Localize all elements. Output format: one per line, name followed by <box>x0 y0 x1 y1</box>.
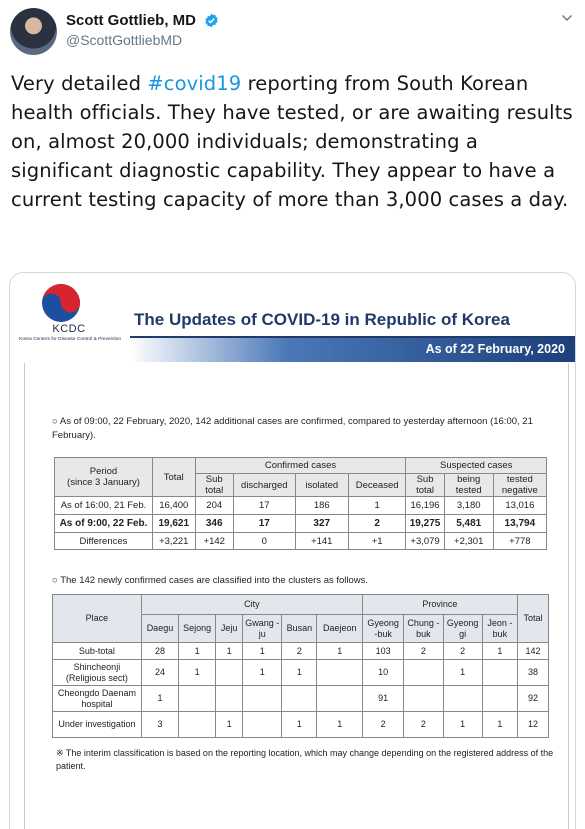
author-handle[interactable]: @ScottGottliebMD <box>66 32 183 48</box>
note-additional-cases: ○ As of 09:00, 22 February, 2020, 142 additional cases are confirmed, compared to yesterday afternoon (16:00, 21 February). <box>52 416 533 441</box>
table-cell: 1 <box>443 660 482 686</box>
table-cell: 19,275 <box>406 515 444 533</box>
column-header: Sejong <box>179 615 216 643</box>
table-cell: 3 <box>141 712 178 738</box>
table-cell: 16,196 <box>406 497 444 515</box>
table-cell: +142 <box>195 533 233 550</box>
column-header: isolated <box>295 474 348 497</box>
column-header: City <box>141 595 362 615</box>
table-cell: 17 <box>233 515 295 533</box>
table-cell: 1 <box>348 497 406 515</box>
table-cell: +3,221 <box>152 533 195 550</box>
table-cell: 1 <box>243 660 282 686</box>
row-label: Cheongdo Daenam hospital <box>53 686 142 712</box>
table-cell <box>243 712 282 738</box>
column-header: Jeon -buk <box>482 615 517 643</box>
table-cell: 1 <box>282 660 317 686</box>
column-header: Sub total <box>406 474 444 497</box>
tweet-text-post: reporting from South Korean health officials. They have tested, or are awaiting results on, almost 20,000 individuals; demonstrating a significant diagnostic capability. They appear to have a current testing capacity of more than 3,000 cases a day. <box>11 72 573 211</box>
column-header: Place <box>53 595 142 643</box>
table-row <box>55 497 547 515</box>
table-cell: 3,180 <box>444 497 493 515</box>
hashtag-link[interactable]: #covid19 <box>147 72 242 95</box>
table-cell: +1 <box>348 533 406 550</box>
report-date: As of 22 February, 2020 <box>425 342 565 356</box>
divider <box>24 363 25 829</box>
table-cell <box>216 686 243 712</box>
table-cell <box>179 686 216 712</box>
author-name[interactable]: Scott Gottlieb, MD <box>66 12 196 29</box>
table-cell <box>404 686 443 712</box>
table-cell: 28 <box>141 643 178 660</box>
org-full-name: Korea Centers for Disease Control & Prevention <box>18 337 122 342</box>
column-header: Confirmed cases <box>195 458 406 474</box>
footnote: ※ The interim classification is based on the reporting location, which may change depending on the registered address of the patient. <box>56 748 554 771</box>
table-cell: 2 <box>404 712 443 738</box>
table-cell: 1 <box>179 660 216 686</box>
table-cell: 103 <box>362 643 403 660</box>
table-cell: 0 <box>233 533 295 550</box>
table-row <box>53 712 549 738</box>
table-cell: 2 <box>443 643 482 660</box>
table-cell <box>282 686 317 712</box>
column-header: tested negative <box>493 474 546 497</box>
column-header: Daegu <box>141 615 178 643</box>
table-row <box>55 533 547 550</box>
table-cell: 1 <box>317 643 362 660</box>
table-cell: 1 <box>482 712 517 738</box>
column-header: Gwang -ju <box>243 615 282 643</box>
row-label: Sub-total <box>53 643 142 660</box>
table-cell <box>179 712 216 738</box>
column-header: Total <box>517 595 548 643</box>
table-cell: +3,079 <box>406 533 444 550</box>
table-cell: 5,481 <box>444 515 493 533</box>
table-cell: 19,621 <box>152 515 195 533</box>
note-clusters: ○ The 142 newly confirmed cases are classified into the clusters as follows. <box>52 575 369 586</box>
table-cell: 346 <box>195 515 233 533</box>
table-cell: 2 <box>404 643 443 660</box>
table-cell: +2,301 <box>444 533 493 550</box>
column-header: Chung -buk <box>404 615 443 643</box>
table-cell <box>404 660 443 686</box>
table-cell: 204 <box>195 497 233 515</box>
table-cell: 13,794 <box>493 515 546 533</box>
table-cell <box>443 686 482 712</box>
table-cell <box>317 686 362 712</box>
tweet-image[interactable] <box>9 272 576 829</box>
column-header: Daejeon <box>317 615 362 643</box>
column-header: Gyeong -buk <box>362 615 403 643</box>
table-cell: 10 <box>362 660 403 686</box>
table-cell: 16,400 <box>152 497 195 515</box>
table-cell: 327 <box>295 515 348 533</box>
table-cell: 92 <box>517 686 548 712</box>
report-title: The Updates of COVID-19 in Republic of Korea <box>134 310 510 329</box>
table-cell: 1 <box>443 712 482 738</box>
table-cell: 1 <box>482 643 517 660</box>
table-cell: 24 <box>141 660 178 686</box>
row-label: Differences <box>55 533 153 550</box>
table-cell: 1 <box>317 712 362 738</box>
table-cell: 186 <box>295 497 348 515</box>
column-header: Gyeong gi <box>443 615 482 643</box>
table-cell: 2 <box>282 643 317 660</box>
table-cell: 2 <box>362 712 403 738</box>
table-cell <box>317 660 362 686</box>
tweet-text-pre: Very detailed <box>11 72 148 95</box>
table-cell: 12 <box>517 712 548 738</box>
table-cell: 1 <box>243 643 282 660</box>
table-cell: 38 <box>517 660 548 686</box>
column-header: Deceased <box>348 474 406 497</box>
table-cell: 2 <box>348 515 406 533</box>
row-label: As of 16:00, 21 Feb. <box>55 497 153 515</box>
chevron-down-icon[interactable] <box>561 12 573 24</box>
column-header: Province <box>362 595 517 615</box>
table-cell: 1 <box>216 712 243 738</box>
table-cell: 91 <box>362 686 403 712</box>
table-row <box>53 660 549 686</box>
table-cell: 1 <box>216 643 243 660</box>
divider <box>568 363 569 829</box>
table-cell <box>482 686 517 712</box>
table-cell <box>243 686 282 712</box>
table-cell: 142 <box>517 643 548 660</box>
tweet-header <box>8 6 577 56</box>
cases-summary-table <box>54 457 547 550</box>
table-cell: +141 <box>295 533 348 550</box>
table-cell: 13,016 <box>493 497 546 515</box>
row-label: Under investigation <box>53 712 142 738</box>
table-row <box>53 643 549 660</box>
clusters-table <box>52 594 549 738</box>
column-header: Period (since 3 January) <box>55 458 153 497</box>
table-cell: 17 <box>233 497 295 515</box>
table-cell <box>216 660 243 686</box>
tweet-text <box>11 69 573 214</box>
avatar[interactable] <box>10 8 57 55</box>
table-row <box>55 515 547 533</box>
row-label: Shincheonji (Religious sect) <box>53 660 142 686</box>
table-cell: 1 <box>282 712 317 738</box>
table-row <box>53 686 549 712</box>
column-header: being tested <box>444 474 493 497</box>
table-cell: +778 <box>493 533 546 550</box>
row-label: As of 9:00, 22 Feb. <box>55 515 153 533</box>
column-header: Sub total <box>195 474 233 497</box>
verified-badge-icon <box>204 13 219 28</box>
column-header: discharged <box>233 474 295 497</box>
column-header: Jeju <box>216 615 243 643</box>
kcdc-logo-icon <box>38 281 84 325</box>
org-short-name: KCDC <box>52 323 86 335</box>
column-header: Suspected cases <box>406 458 547 474</box>
table-cell: 1 <box>141 686 178 712</box>
column-header: Busan <box>282 615 317 643</box>
column-header: Total <box>152 458 195 497</box>
table-cell: 1 <box>179 643 216 660</box>
table-cell <box>482 660 517 686</box>
